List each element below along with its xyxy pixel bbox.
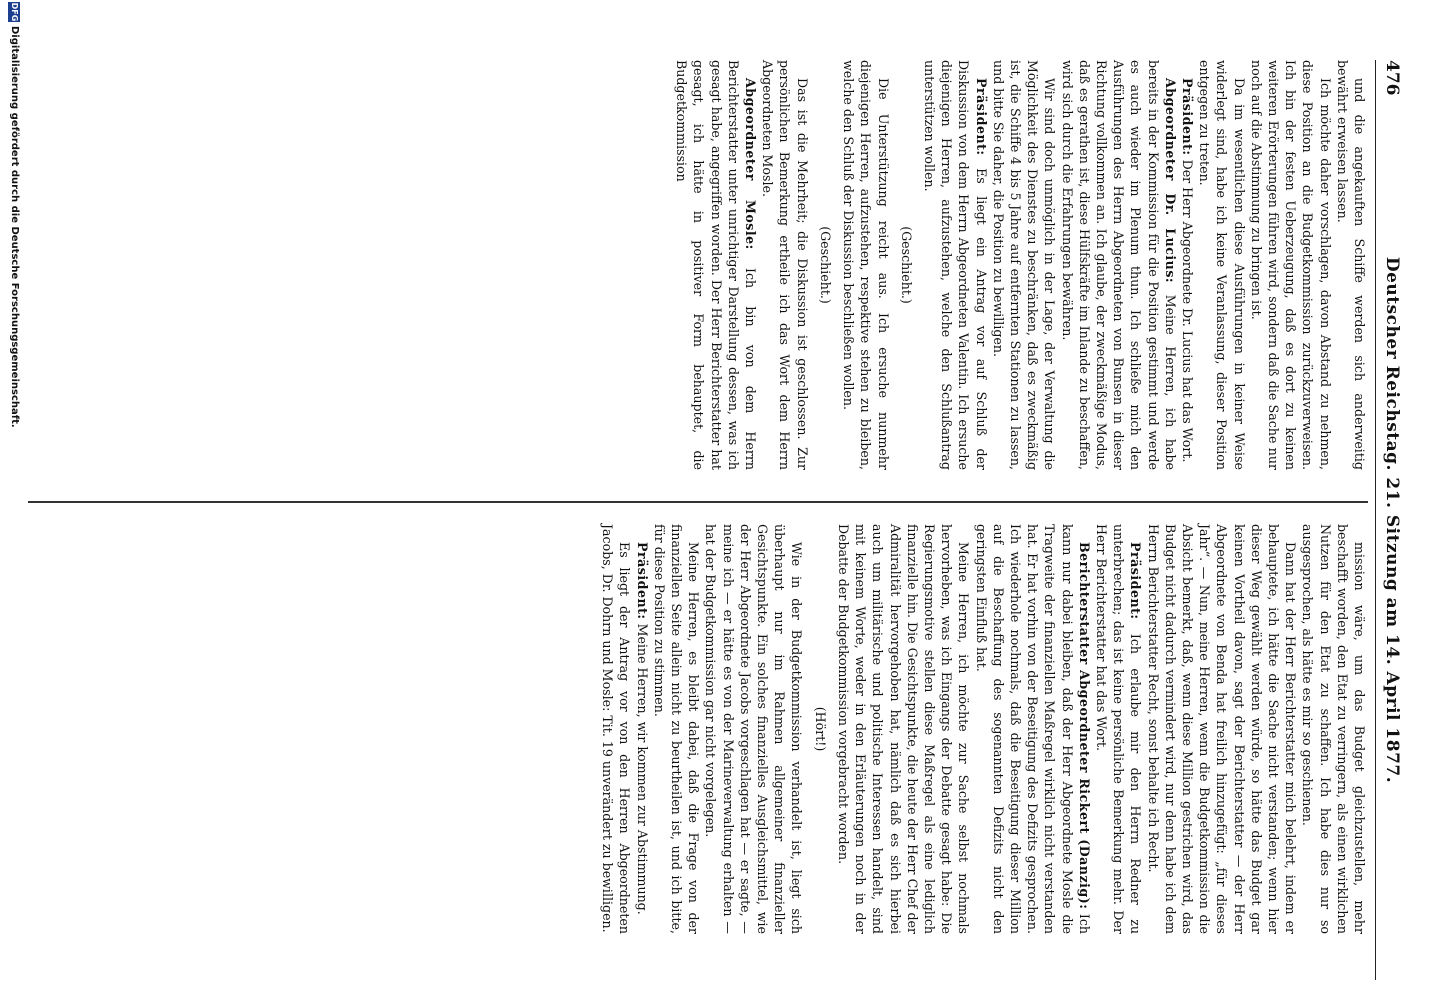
paragraph-text: Da im wesentlichen diese Ausführungen in keiner Weise widerlegt sind, habe ich keine Veranlassung, dieser Position entgegen zu treten. — [1197, 60, 1247, 470]
paragraph-text: Das ist die Mehrheit; die Diskussion ist geschlossen. Zur persönlichen Bemerkung ertheile ich das Wort dem Herrn Abgeordneten Mosle. — [760, 60, 810, 470]
paragraph-text: Der Herr Abgeordnete Dr. Lucius hat das Wort. — [1179, 159, 1195, 463]
stage-direction: (Geschieht.) — [898, 226, 914, 304]
paragraph-text: Ich kann nur dabei bleiben, daß der Herr Abgeordnete Mosle die Tragweite der finanziellen Maßregel wirklich nicht verstanden hat. Er hat vorhin von der Beseitigung des Defizits gesprochen. Ich wiederhole nochmals, daß die Beseitigung dieser Million auf die Beschaffung des sogenannten Defizits nicht den geringsten Einfluß hat. — [973, 524, 1092, 934]
paragraph-text: Dann hat der Herr Berichterstatter mich belehrt, indem er behauptete, ich hätte die Sache nicht verstanden; wenn hier dieser Weg gewählt werden würde, so hätte das Budget gar keinen Vortheil davon, sagt der Berichterstatter — der Herr Abgeordnete von Benda hat freilich hinzugefügt: „für dieses Jahr“. — Nun, meine Herren, wenn die Budgetkommission die Absicht bemerkt, daß, wenn diese Million gestrichen wird, das Budget nicht dadurch vermindert wird, nur denn habe ich dem Herrn Berichterstatter Recht, sonst behalte ich Recht. — [1145, 524, 1299, 934]
speaker-name: Berichterstatter Abgeordneter Rickert (Danzig): — [1076, 542, 1092, 910]
page-title: Deutscher Reichstag. 21. Sitzung am 14. April 1877. — [1382, 256, 1402, 784]
paragraph — [972, 524, 1092, 934]
paragraph-text: Ich bin von dem Herrn Berichterstatter unter unrichtiger Darstellung dessen, was ich gesagt habe, angegriffen worden. Der Herr Berichterstatter hat gesagt, ich hätte in positiver Form behauptet, die Budgetkommission — [674, 60, 759, 470]
paragraph-text: mission wäre, um das Budget gleichzustellen, mehr beschafft worden, den Etat zu verringern, als einen wirklichen Nutzen für den Etat zu schaffen. Ich habe dies nur so ausgesprochen, als hätte es mir so geschienen. — [1300, 524, 1367, 934]
paragraph — [651, 524, 703, 934]
paragraph — [840, 60, 892, 470]
paragraph-text: Die Unterstützung reicht aus. Ich ersuche nunmehr diejenigen Herren, aufzustehen, respektive stehen zu bleiben, welche den Schluß der Diskussion beschließen wollen. — [841, 60, 891, 470]
paragraph — [702, 524, 805, 934]
paragraph-text: Wie in der Budgetkommission verhandelt ist, liegt sich überhaupt nur im Rahmen allgemeiner finanzieller Gesichtspunkte. Ein solches finanzielles Ausgleichsmittel, wie der Herr Abgeordnete Jacobs vorgeschlagen hat — er sagte, — meine ich — er hätte es von der Marineverwaltung erhalten — hat der Budgetkommission gar nicht vorgelegen. — [703, 524, 805, 934]
right-column — [599, 524, 1368, 934]
dfg-logo: DFG — [10, 2, 19, 22]
paragraph — [990, 60, 1059, 470]
paragraph — [1179, 60, 1196, 470]
speaker-name: Präsident: — [1179, 78, 1195, 156]
stage-direction: (Hört!) — [812, 706, 828, 752]
left-column — [673, 60, 1368, 470]
page-header — [1375, 60, 1404, 980]
paragraph — [633, 524, 650, 934]
paragraph — [1196, 60, 1248, 470]
paragraph — [921, 60, 990, 470]
digitization-footer — [0, 0, 24, 1000]
paragraph — [1248, 60, 1334, 470]
paragraph — [835, 524, 973, 934]
paragraph — [1334, 60, 1368, 470]
paragraph-text: Meine Herren, ich habe bereits in der Kommission für die Position gestimmt und werde es auch wieder im Plenum thun. Ich schließe mich den Ausführungen des Herrn Abgeordneten von Bunsen in dieser Richtung vollkommen an. Ich glaube, der zweckmäßige Modus, daß es gerathen ist, diese Hülfskräfte im Inlande zu beschaffen, wird sich durch die Erfahrungen bewähren. — [1059, 60, 1178, 470]
speaker-name: Präsident: — [1128, 542, 1144, 620]
paragraph — [759, 60, 811, 470]
speaker-name: Präsident: — [634, 542, 650, 620]
paragraph-text: Ich erlaube mir den Herrn Redner zu unterbrechen; das ist keine persönliche Bemerkung mehr. Der Herr Berichterstatter hat das Wort. — [1093, 524, 1144, 934]
paragraph — [1299, 524, 1368, 934]
speaker-name: Abgeordneter Mosle: — [743, 78, 759, 250]
paragraph — [599, 524, 633, 934]
paragraph-text: Meine Herren, ich möchte zur Sache selbst nochmals hervorheben, was ich Eingangs der Debatte gesagt habe: Die Regierungsmotive stellen diese Maßregel als eine lediglich finanzielle hin. Die Gesichtspunkte, die heute der Herr Chef der Admiralität hervorgehoben hat, nämlich daß es sich hierbei auch um militärische und politische Interessen handelt, sind mit keinem Worte, weder in den Erläuterungen noch in der Debatte der Budgetkommission vorgebracht worden. — [835, 524, 972, 934]
paragraph — [1058, 60, 1178, 470]
paragraph-text: Wir sind doch unmöglich in der Lage, der Verwaltung die Möglichkeit des Dienstes zu beschränken, daß es zweckmäßig ist, die Schiffe 4 bis 5 Jahre auf entfernten Stationen zu lassen, und bitte Sie daher, die Position zu bewilligen. — [990, 60, 1058, 470]
paragraph — [1093, 524, 1145, 934]
paragraph — [1144, 524, 1299, 934]
paragraph — [673, 60, 759, 470]
paragraph-text: Ich möchte daher vorschlagen, davon Abstand zu nehmen, diese Position an die Budgetkommission zurückzuverweisen. Ich bin der festen Ueberzeugung, daß es dort zu keinen weiteren Erörterungen führen wird, sondern daß die Sache nur noch auf die Abstimmung zu bringen ist. — [1248, 60, 1333, 470]
paragraph-text: Meine Herren, es bleibt dabei, daß die Frage von der finanziellen Seite allein nicht zu beurtheilen ist, und ich bitte, für diese Position zu stimmen. — [651, 524, 702, 934]
speaker-name: Abgeordneter Dr. Lucius: — [1162, 78, 1178, 284]
footer-text: Digitalisierung gefördert durch die Deutsche Forschungsgemeinschaft. — [9, 26, 20, 428]
paragraph-text: Es liegt der Antrag vor von den Herren Abgeordneten Jacobs, Dr. Dohrn und Mosle: Tit. 19 unverändert zu bewilligen. — [600, 524, 633, 934]
stage-direction: (Geschieht.) — [817, 226, 833, 304]
column-divider — [28, 501, 1368, 503]
paragraph-text: und die angekauften Schiffe werden sich anderweitig bewährt erweisen lassen. — [1334, 60, 1367, 470]
paragraph-text: Es liegt ein Antrag vor auf Schluß der Diskussion von dem Herrn Abgeordneten Valentin. Ich ersuche diejenigen Herren, aufzustehen, welche den Schlußantrag unterstützen wollen. — [921, 60, 989, 470]
page-number: 476 — [1382, 60, 1402, 96]
speaker-name: Präsident: — [973, 78, 989, 156]
paragraph-text: Meine Herren, wir kommen zur Abstimmung. — [634, 623, 650, 915]
